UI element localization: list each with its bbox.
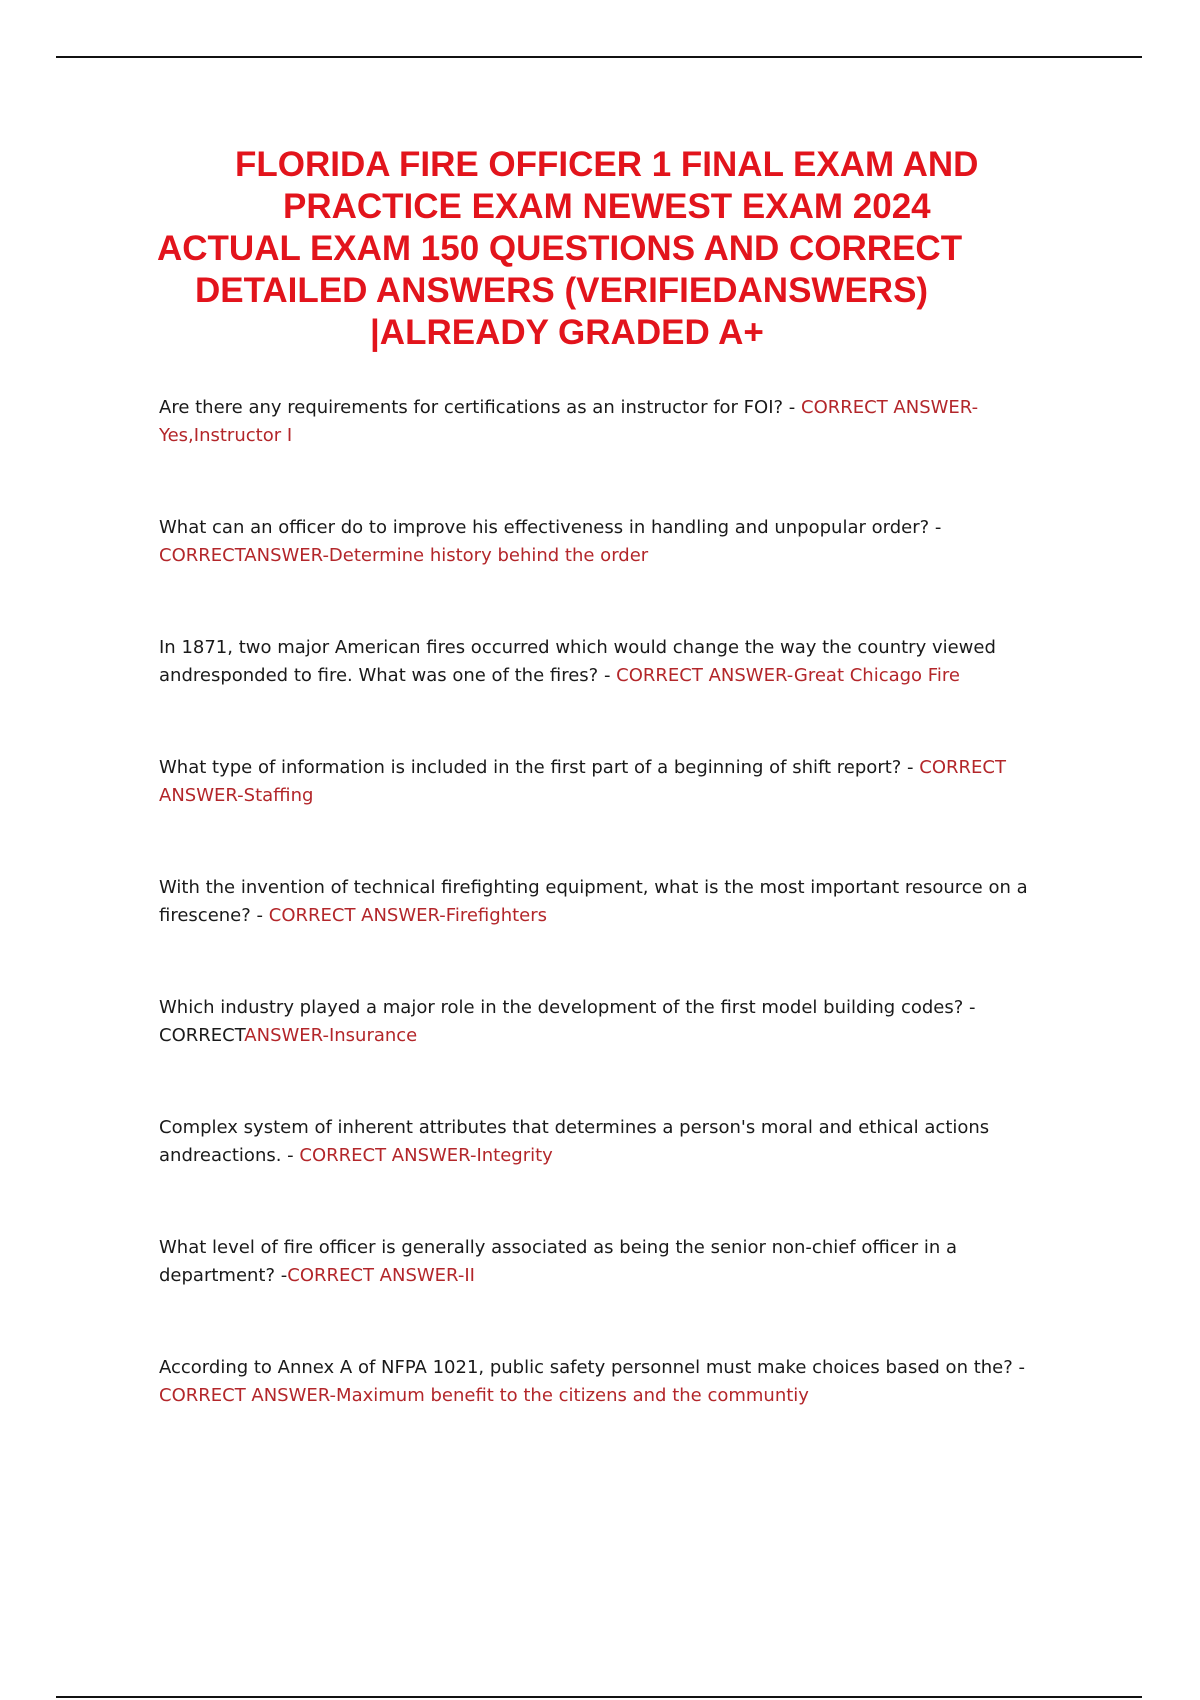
- question-text: With the invention of technical firefighting equipment, what is the most important resource on a firescene? -: [159, 877, 1028, 926]
- question-text: In 1871, two major American fires occurred which would change the way the country viewed andresponded to fire. What was one of the fires? -: [159, 637, 996, 686]
- bottom-rule: [56, 1696, 1142, 1698]
- document-title: [120, 144, 1040, 354]
- question-text: Are there any requirements for certifications as an instructor for FOI? -: [159, 397, 802, 418]
- qa-item: [159, 514, 1059, 570]
- title-line: DETAILED ANSWERS (VERIFIEDANSWERS): [195, 271, 929, 310]
- qa-item: [159, 874, 1059, 930]
- qa-item: [159, 394, 1059, 450]
- qa-item: [159, 634, 1059, 690]
- answer-text: CORRECT ANSWER-Great Chicago Fire: [616, 665, 960, 686]
- title-line: PRACTICE EXAM NEWEST EXAM 2024: [283, 187, 931, 226]
- title-line: ACTUAL EXAM 150 QUESTIONS AND CORRECT: [157, 229, 963, 268]
- question-text: What can an officer do to improve his effectiveness in handling and unpopular order? -: [159, 517, 942, 538]
- answer-text: CORRECT ANSWER-Integrity: [299, 1145, 553, 1166]
- question-text: According to Annex A of NFPA 1021, public safety personnel must make choices based on the? -: [159, 1357, 1026, 1378]
- qa-item: [159, 994, 1059, 1050]
- title-line: |ALREADY GRADED A+: [370, 313, 764, 352]
- qa-item: [159, 754, 1059, 810]
- top-rule: [56, 56, 1142, 58]
- question-text: Complex system of inherent attributes that determines a person's moral and ethical actions andreactions. -: [159, 1117, 990, 1166]
- answer-text: CORRECT ANSWER-Firefighters: [268, 905, 548, 926]
- question-text: What level of fire officer is generally associated as being the senior non-chief officer in a department? -: [159, 1237, 958, 1286]
- answer-text: ANSWER-Insurance: [244, 1025, 418, 1046]
- answer-text: CORRECTANSWER-Determine history behind the order: [159, 545, 649, 566]
- answer-text: CORRECT ANSWER-II: [287, 1265, 475, 1286]
- answer-text: CORRECT ANSWER-Maximum benefit to the citizens and the communtiy: [159, 1385, 809, 1406]
- answer-text: CORRECT ANSWER-Yes,Instructor I: [159, 397, 979, 446]
- title-line: FLORIDA FIRE OFFICER 1 FINAL EXAM AND: [235, 145, 979, 184]
- answer-text: CORRECT ANSWER-Staffing: [159, 757, 1006, 806]
- question-text: Which industry played a major role in the development of the first model building codes? - CORRECT: [159, 997, 976, 1046]
- qa-item: [159, 1234, 1059, 1290]
- qa-item: [159, 1354, 1059, 1410]
- question-text: What type of information is included in the first part of a beginning of shift report? -: [159, 757, 920, 778]
- qa-item: [159, 1114, 1059, 1170]
